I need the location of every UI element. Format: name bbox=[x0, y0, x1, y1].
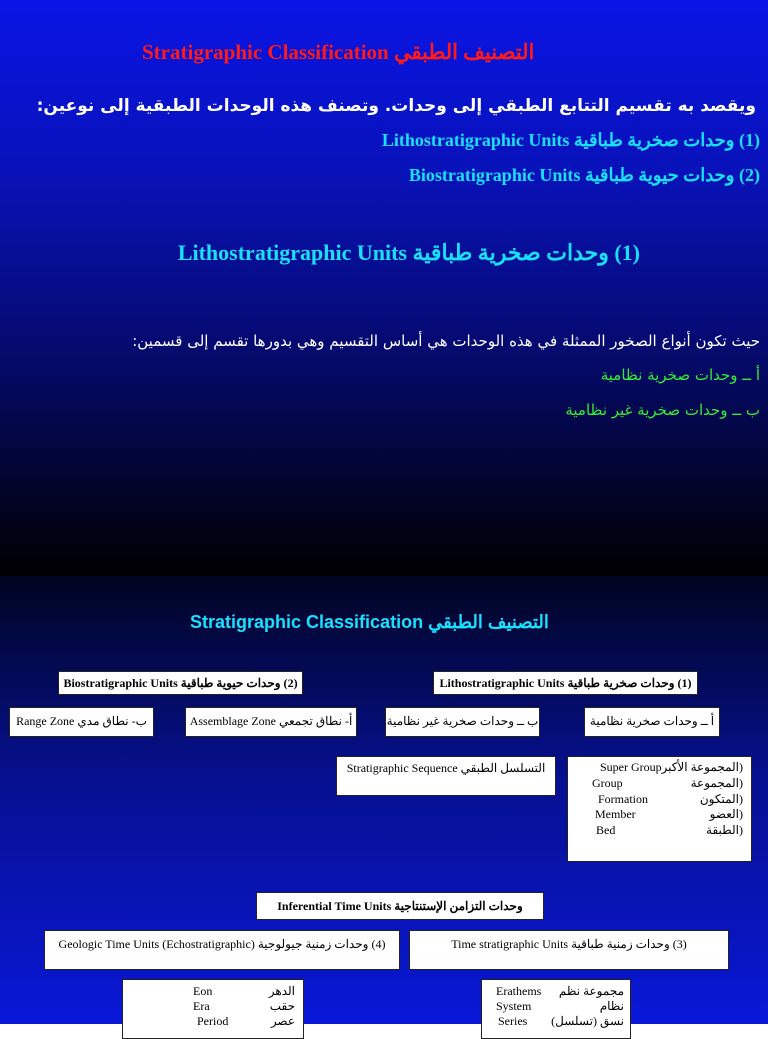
range-zone-box bbox=[9, 707, 154, 737]
geo-term-ar-0: الدهر bbox=[268, 984, 295, 998]
hierarchy-ar-1: (المجموعة bbox=[690, 776, 743, 790]
hierarchy-ar-3: (العضو bbox=[709, 807, 743, 821]
hierarchy-ar-4: (الطبقة bbox=[706, 823, 743, 837]
time-terms-box bbox=[481, 979, 631, 1039]
hierarchy-box bbox=[567, 756, 752, 862]
hierarchy-en-2: Formation bbox=[598, 792, 648, 806]
hierarchy-en-3: Member bbox=[595, 807, 636, 821]
geo-term-ar-1: حقب bbox=[269, 999, 295, 1013]
hierarchy-en-1: Group bbox=[592, 776, 623, 790]
slide1-body: حيث تكون أنواع الصخور الممثلة في هذه الوحدات هي أساس التقسيم وهي بدورها تقسم إلى قسمين: bbox=[132, 332, 760, 350]
inferential-box bbox=[256, 892, 544, 920]
slide2-title-en: Stratigraphic Classification bbox=[190, 612, 424, 632]
time-term-ar-2: نسق (تسلسل) bbox=[551, 1014, 624, 1028]
slide1-type-1: (1) وحدات صخرية طباقية Lithostratigraphic Units bbox=[381, 130, 760, 150]
bio-header-text: (2) وحدات حيوية طباقية Biostratigraphic Units bbox=[63, 676, 298, 690]
inferential-text: وحدات التزامن الإستنتاجية Inferential Time Units bbox=[277, 899, 523, 913]
geologic-terms-box bbox=[122, 979, 304, 1039]
non-formal-text: ب ــ وحدات صخرية غير نظامية bbox=[386, 714, 539, 728]
sequence-box bbox=[336, 756, 556, 796]
slide2-title-ar: التصنيف الطبقي bbox=[428, 612, 549, 632]
formal-box bbox=[584, 707, 720, 737]
slide2-title bbox=[190, 612, 549, 633]
slide1-title-en: Stratigraphic Classification bbox=[142, 40, 389, 64]
geo-term-en-0: Eon bbox=[193, 984, 213, 998]
geo-term-ar-2: عصر bbox=[270, 1014, 295, 1028]
sequence-text: التسلسل الطبقي Stratigraphic Sequence bbox=[346, 761, 546, 775]
time-term-ar-0: مجموعة نظم bbox=[558, 984, 624, 998]
geologic-time-text: (4) وحدات زمنية جيولوجية Geologic Time Units (Echostratigraphic) bbox=[58, 937, 386, 951]
geologic-time-box bbox=[44, 930, 400, 970]
formal-text: أ ــ وحدات صخرية نظامية bbox=[589, 714, 715, 728]
slide1-title bbox=[142, 40, 534, 65]
hierarchy-en-4: Bed bbox=[596, 823, 616, 837]
geo-term-en-1: Era bbox=[193, 999, 210, 1013]
range-zone-text: ب- نطاق مدي Range Zone bbox=[16, 714, 147, 728]
hierarchy-en-0: Super Group bbox=[600, 760, 662, 774]
slide-2 bbox=[0, 576, 768, 1028]
bio-header-box bbox=[58, 671, 303, 695]
slide1-item-b: ب ــ وحدات صخرية غير نظامية bbox=[565, 401, 760, 419]
litho-header-box bbox=[433, 671, 698, 695]
time-term-en-2: Series bbox=[498, 1014, 528, 1028]
slide1-title-ar: التصنيف الطبقي bbox=[394, 40, 535, 64]
time-strat-box bbox=[409, 930, 729, 970]
litho-header-text: (1) وحدات صخرية طباقية Lithostratigraphic Units bbox=[439, 676, 692, 690]
non-formal-box bbox=[385, 707, 540, 737]
hierarchy-ar-0: (المجموعة الأكبر bbox=[661, 760, 743, 774]
time-strat-text: (3) وحدات زمنية طباقية Time stratigraphic Units bbox=[451, 937, 687, 951]
time-term-ar-1: نظام bbox=[599, 999, 624, 1013]
slide1-type-2: (2) وحدات حيوية طباقية Biostratigraphic Units bbox=[408, 165, 760, 185]
slide1-heading: (1) وحدات صخرية طباقية Lithostratigraphic Units bbox=[177, 240, 640, 265]
assemblage-zone-text: أ- نطاق تجمعي Assemblage Zone bbox=[189, 714, 353, 728]
time-term-en-1: System bbox=[496, 999, 532, 1013]
slide1-item-a: أ ــ وحدات صخرية نظامية bbox=[600, 366, 760, 384]
slide1-intro: ويقصد به تقسيم التتابع الطبقي إلى وحدات. وتصنف هذه الوحدات الطبقية إلى نوعين: bbox=[36, 96, 756, 116]
hierarchy-ar-2: (المتكون bbox=[699, 792, 743, 806]
time-term-en-0: Erathems bbox=[496, 984, 542, 998]
geo-term-en-2: Period bbox=[197, 1014, 229, 1028]
assemblage-zone-box bbox=[185, 707, 357, 737]
